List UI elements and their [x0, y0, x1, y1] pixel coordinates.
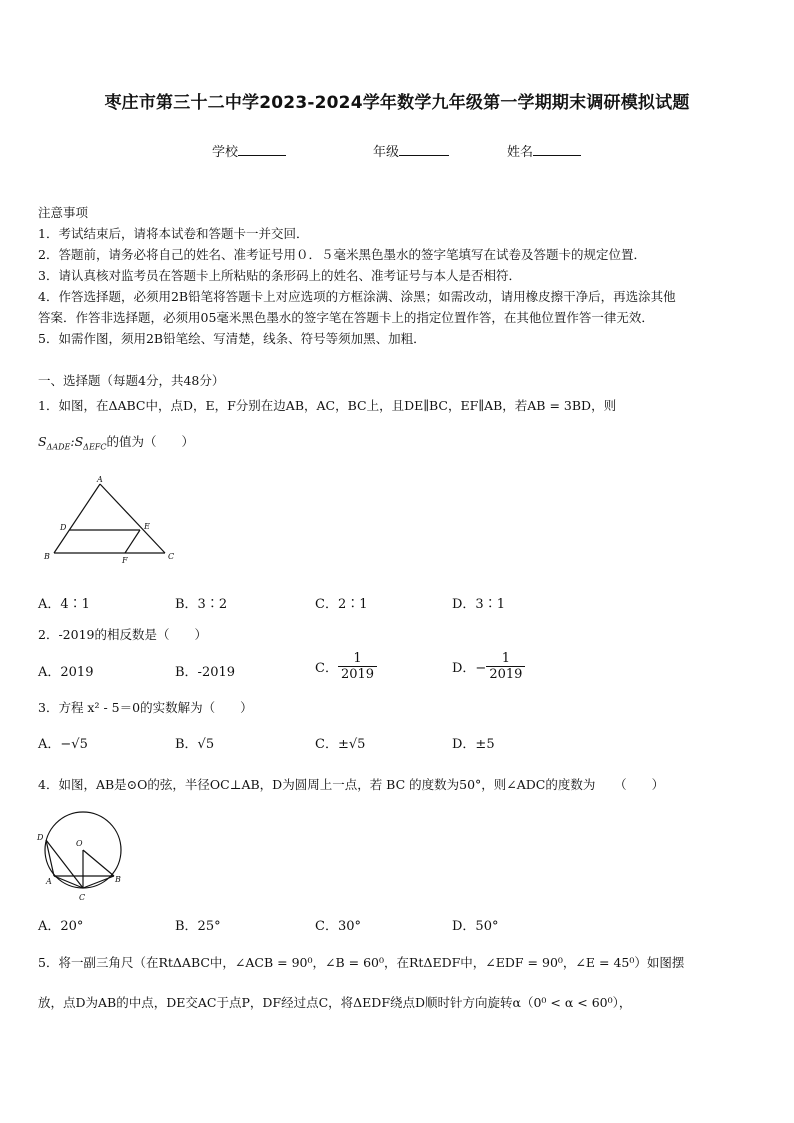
school-field — [212, 141, 286, 160]
q4-option-a: A．20° — [38, 919, 84, 934]
q2-option-b: B．-2019 — [175, 665, 236, 680]
q2-d-den: 2019 — [486, 666, 525, 682]
q2-stem: 2．-2019的相反数是（ ） — [38, 627, 207, 642]
q3-option-c: C．±√5 — [315, 737, 366, 752]
school-blank — [238, 143, 286, 156]
notes-heading: 注意事项 — [38, 205, 89, 220]
q1-colon: :S — [70, 434, 84, 449]
segment-ef — [125, 530, 140, 553]
note-item: 4．作答选择题，必须用2B铅笔将答题卡上对应选项的方框涂满、涂黑；如需改动，请用橡皮擦干净后，再选涂其他 — [38, 289, 676, 304]
q3-stem: 3．方程 x² - 5＝0的实数解为（ ） — [38, 700, 253, 715]
name-blank — [533, 143, 581, 156]
page-title: 枣庄市第三十二中学2023-2024学年数学九年级第一学期期末调研模拟试题 — [104, 93, 690, 113]
q2-d-num: 1 — [501, 651, 511, 666]
edge-ab — [54, 484, 100, 553]
q1-triangle-figure — [40, 474, 180, 566]
label-a: A — [46, 877, 52, 886]
label-b: B — [115, 875, 121, 884]
q1-s: S — [38, 434, 47, 449]
q1-option-a: A．4∶1 — [38, 597, 90, 612]
segment-cb — [83, 876, 114, 888]
label-e: E — [144, 522, 150, 531]
q4-circle-figure — [33, 808, 133, 904]
q1-option-d: D．3∶1 — [452, 597, 505, 612]
q1-option-c: C．2∶1 — [315, 597, 368, 612]
q2-c-num: 1 — [353, 651, 362, 666]
q2-c-den: 2019 — [338, 666, 377, 682]
q3-option-a: A．−√5 — [38, 737, 88, 752]
q4-stem: 4．如图，AB是⊙O的弦，半径OC⊥AB，D为圆周上一点，若 BC 的度数为50°，则∠ADC的度数为 （ ） — [38, 777, 665, 792]
label-c: C — [168, 552, 175, 561]
edge-ac — [100, 484, 165, 553]
note-item: 1．考试结束后，请将本试卷和答题卡一并交回． — [38, 226, 309, 241]
q3-option-b: B．√5 — [175, 737, 215, 752]
q1-sub2: ΔEFC — [83, 442, 107, 452]
name-field — [507, 141, 581, 160]
q1-stem: 1．如图，在ΔABC中，点D，E，F分别在边AB，AC，BC上，且DE∥BC，EF∥AB，若AB = 3BD，则 — [38, 398, 617, 413]
q2-d-prefix: D．− — [452, 661, 487, 676]
q2-option-c — [315, 651, 377, 682]
label-o: O — [76, 839, 83, 848]
label-d: D — [37, 833, 44, 842]
q3-option-d: D．±5 — [452, 737, 495, 752]
note-item: 3．请认真核对监考员在答题卡上所粘贴的条形码上的姓名、准考证号与本人是否相符． — [38, 268, 521, 283]
q2-c-fraction — [338, 651, 377, 682]
q4-option-d: D．50° — [452, 919, 499, 934]
q1-option-b: B．3∶2 — [175, 597, 228, 612]
grade-label: 年级 — [373, 145, 400, 160]
label-a: A — [97, 475, 103, 484]
q4-option-c: C．30° — [315, 919, 361, 934]
label-f: F — [122, 556, 128, 565]
q5-stem-line2: 放，点D为AB的中点，DE交AC于点P，DF经过点C，将ΔEDF绕点D顺时针方向旋转α（0⁰ < α < 60⁰）， — [38, 995, 632, 1010]
note-item: 答案．作答非选择题，必须用05毫米黑色墨水的签字笔在答题卡上的指定位置作答，在其他位置作答一律无效． — [38, 310, 654, 325]
q1-sub1: ΔADE — [46, 442, 71, 452]
q1-text: 的值为（ ） — [106, 434, 194, 449]
q2-d-fraction — [486, 651, 525, 682]
q2-option-a: A．2019 — [38, 665, 94, 680]
q1-stem-line2 — [38, 432, 194, 452]
note-item: 5．如需作图，须用2B铅笔绘、写清楚，线条、符号等须加黑、加粗． — [38, 331, 426, 346]
q4-option-b: B．25° — [175, 919, 221, 934]
section-heading: 一、选择题（每题4分，共48分） — [38, 373, 225, 388]
label-c: C — [79, 893, 86, 902]
grade-field — [373, 141, 449, 160]
name-label: 姓名 — [507, 145, 534, 160]
q5-stem: 5．将一副三角尺（在RtΔABC中，∠ACB = 90⁰，∠B = 60⁰，在RtΔEDF中，∠EDF = 90⁰，∠E = 45⁰）如图摆 — [38, 955, 685, 970]
school-label: 学校 — [212, 145, 239, 160]
grade-blank — [399, 143, 449, 156]
q2-c-prefix: C． — [315, 661, 338, 676]
label-b: B — [44, 552, 50, 561]
q2-option-d — [452, 651, 525, 682]
segment-ob — [83, 850, 114, 876]
note-item: 2．答题前，请务必将自己的姓名、准考证号用０．５毫米黑色墨水的签字笔填写在试卷及答题卡的规定位置． — [38, 247, 646, 262]
label-d: D — [60, 523, 67, 532]
